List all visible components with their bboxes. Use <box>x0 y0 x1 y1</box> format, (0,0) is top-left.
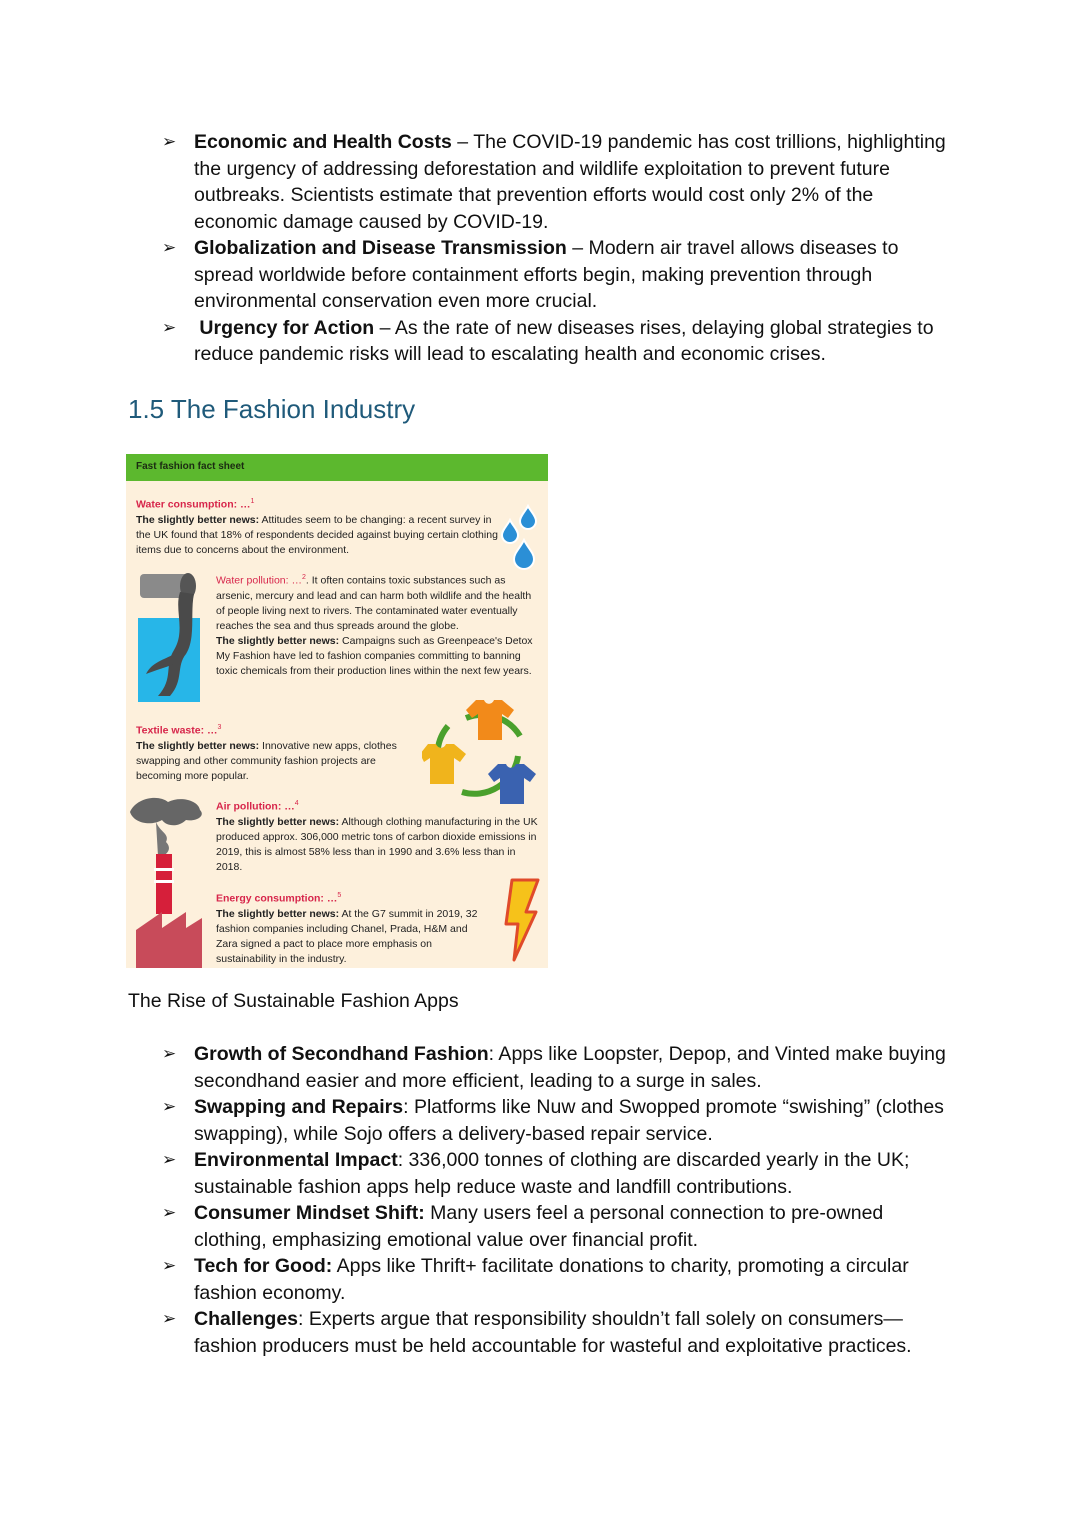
item-title: Tech for Good: <box>194 1255 333 1277</box>
item-title: Growth of Secondhand Fashion <box>194 1043 489 1065</box>
air-pollution-block <box>216 796 541 875</box>
bullet-list-sustainable-apps <box>160 1041 960 1359</box>
better-news-label: The slightly better news: <box>136 513 260 526</box>
item-title: Globalization and Disease Transmission <box>194 237 567 259</box>
list-item <box>160 315 960 368</box>
better-news-label: The slightly better news: <box>216 907 340 920</box>
water-drops-icon <box>500 504 540 576</box>
item-text: : Experts argue that responsibility shouldn’t fall solely on consumers—fashion producers must be held accountable for wasteful and exploitative practices. <box>194 1308 912 1357</box>
energy-consumption-heading: Energy consumption: … <box>216 892 338 905</box>
fact-sheet-header <box>126 454 548 481</box>
item-text: Apps like Thrift+ facilitate donations to charity, promoting a circular fashion economy. <box>194 1255 909 1304</box>
textile-waste-heading: Textile waste: … <box>136 724 218 737</box>
bullet-list-pandemic <box>160 129 960 368</box>
list-item <box>160 1200 960 1253</box>
arrow-bullet-icon: ➢ <box>162 1256 177 1276</box>
arrow-bullet-icon: ➢ <box>162 317 177 338</box>
footnote-marker: 3 <box>217 724 222 731</box>
better-news-text: Although clothing manufacturing in the UK produced approx. 306,000 metric tons of carbon dioxide emissions in 2019, this is almost 58% less than in 1990 and 3.6% less than in 2018. <box>216 815 538 873</box>
arrow-bullet-icon: ➢ <box>162 132 177 152</box>
list-item <box>160 235 960 315</box>
list-item <box>160 129 960 235</box>
water-consumption-block <box>136 494 501 558</box>
air-pollution-heading: Air pollution: … <box>216 800 295 813</box>
water-consumption-heading: Water consumption: … <box>136 498 251 511</box>
item-text: – Modern air travel allows diseases to spread worldwide before containment efforts begin, making prevention through environmental conservation even more crucial. <box>194 237 899 312</box>
item-text: : Apps like Loopster, Depop, and Vinted make buying secondhand easier and more efficient, leading to a surge in sales. <box>194 1043 946 1092</box>
fact-sheet-infographic <box>126 454 548 968</box>
item-title: Urgency for Action <box>194 316 375 339</box>
arrow-bullet-icon: ➢ <box>162 1097 177 1117</box>
footnote-marker: 2 <box>301 574 306 581</box>
lightning-bolt-icon <box>498 878 542 962</box>
item-text: Many users feel a personal connection to pre-owned clothing, emphasizing emotional value over financial profit. <box>194 1202 884 1251</box>
arrow-bullet-icon: ➢ <box>162 1150 177 1170</box>
list-item <box>160 1147 960 1200</box>
better-news-text: Innovative new apps, clothes swapping and other community fashion projects are becoming more popular. <box>136 739 397 782</box>
subsection-caption: The Rise of Sustainable Fashion Apps <box>128 990 459 1012</box>
section-heading: 1.5 The Fashion Industry <box>128 394 416 424</box>
item-title: Swapping and Repairs <box>194 1096 404 1118</box>
item-title: Environmental Impact <box>194 1149 398 1171</box>
water-pollution-text: . It often contains toxic substances such as arsenic, mercury and lead and can harm both wildlife and the health of people living next to rivers. The contaminated water eventually reaches the sea and thus spreads around the globe. <box>216 574 532 632</box>
item-text: – As the rate of new diseases rises, delaying global strategies to reduce pandemic risks will lead to escalating health and economic crises. <box>194 316 934 365</box>
textile-waste-block <box>136 720 421 784</box>
item-text: : Platforms like Nuw and Swopped promote “swishing” (clothes swapping), while Sojo offers a delivery-based repair service. <box>194 1096 944 1145</box>
fact-sheet-title: Fast fashion fact sheet <box>136 461 245 472</box>
arrow-bullet-icon: ➢ <box>162 1044 177 1064</box>
factory-smoke-icon <box>126 792 210 968</box>
list-item <box>160 1306 960 1359</box>
item-title: Economic and Health Costs <box>194 131 452 153</box>
list-item <box>160 1094 960 1147</box>
item-title: Challenges <box>194 1308 299 1330</box>
better-news-text: At the G7 summit in 2019, 32 fashion companies including Chanel, Prada, H&M and Zara signed a pact to place more emphasis on sustainability in the industry. <box>216 907 478 965</box>
better-news-text: Attitudes seem to be changing: a recent survey in the UK found that 18% of respondents decided against buying certain clothing items due to concerns about the environment. <box>136 513 498 556</box>
arrow-bullet-icon: ➢ <box>162 1309 177 1329</box>
item-text: : 336,000 tonnes of clothing are discarded yearly in the UK; sustainable fashion apps help reduce waste and landfill contributions. <box>194 1149 910 1198</box>
arrow-bullet-icon: ➢ <box>162 1203 177 1223</box>
footnote-marker: 4 <box>294 800 299 807</box>
list-item <box>160 1253 960 1306</box>
footnote-marker: 5 <box>337 892 342 899</box>
list-item <box>160 1041 960 1094</box>
water-pollution-heading: Water pollution: … <box>216 574 302 587</box>
water-pollution-block <box>216 570 541 679</box>
item-title: Consumer Mindset Shift: <box>194 1202 425 1224</box>
polluting-pipe-icon <box>134 570 206 704</box>
better-news-label: The slightly better news: <box>216 815 340 828</box>
footnote-marker: 1 <box>250 498 255 505</box>
recycling-tshirts-icon <box>422 696 542 808</box>
energy-consumption-block <box>216 888 488 967</box>
better-news-label: The slightly better news: <box>216 634 340 647</box>
item-text: – The COVID-19 pandemic has cost trillions, highlighting the urgency of addressing deforestation and wildlife exploitation to prevent future outbreaks. Scientists estimate that prevention efforts would cost only 2% of the economic damage caused by COVID-19. <box>194 131 946 233</box>
better-news-text: Campaigns such as Greenpeace's Detox My Fashion have led to fashion companies committing to banning toxic chemicals from their production lines within the next few years. <box>216 634 533 677</box>
better-news-label: The slightly better news: <box>136 739 260 752</box>
arrow-bullet-icon: ➢ <box>162 238 177 258</box>
